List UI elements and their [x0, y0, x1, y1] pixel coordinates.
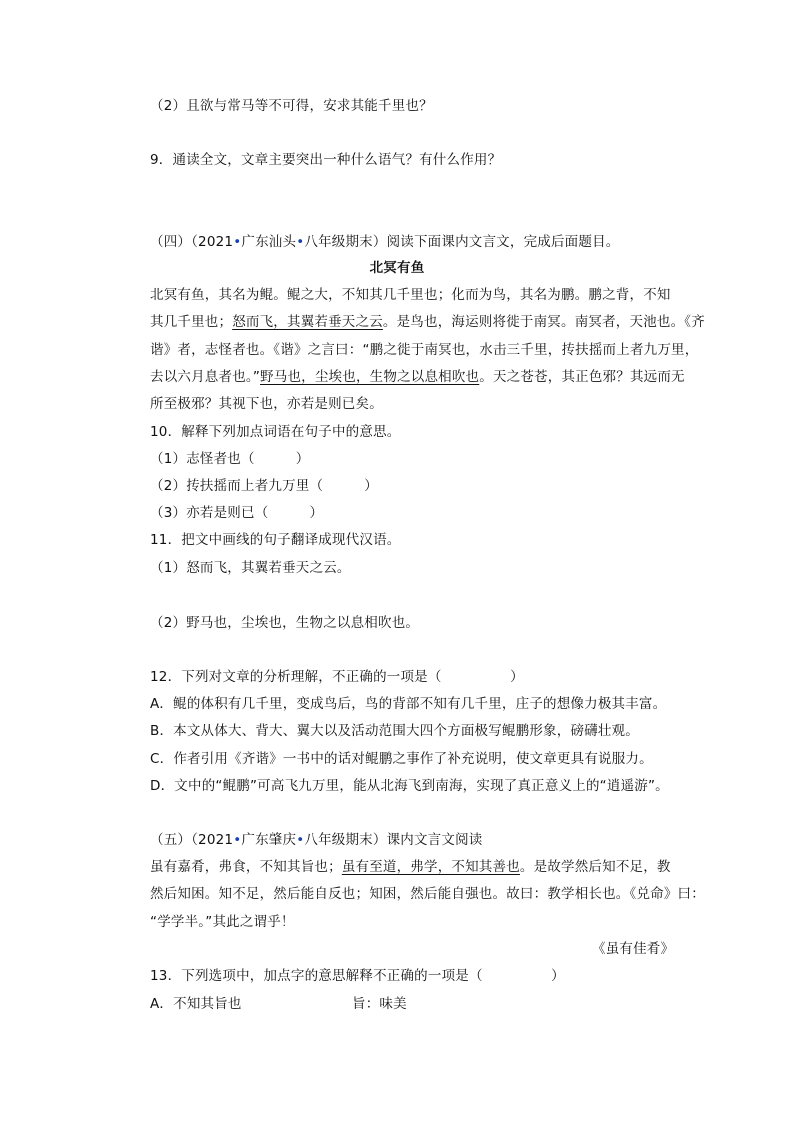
- bullet-dot: •: [233, 234, 242, 250]
- underlined-sentence: 野马也，尘埃也，生物之以息相吹也: [260, 369, 480, 385]
- passage-text: 去以六月息者也。”: [150, 369, 261, 385]
- passage-5-line-1: [150, 857, 671, 877]
- passage-text: 其几千里也；: [150, 314, 233, 330]
- bullet-dot: •: [296, 832, 305, 848]
- passage-text: 。是故学然后知不足，教: [519, 859, 671, 875]
- section-4-region: 广东汕头: [241, 234, 297, 250]
- passage-text: 虽有嘉肴，弗食，不知其旨也；: [150, 859, 342, 875]
- bullet-dot: •: [296, 234, 305, 250]
- question-13: 13．下列选项中，加点字的意思解释不正确的一项是（ ）: [150, 968, 565, 984]
- passage-4-title: 北冥有鱼: [369, 260, 425, 276]
- underlined-sentence: 怒而飞，其翼若垂天之云: [232, 314, 383, 330]
- question-8-part-2: （2）且欲与常马等不可得，安求其能千里也？: [150, 98, 433, 114]
- question-12-option-a: A．鲲的体积有几千里，变成鸟后，鸟的背部不知有几千里，庄子的想像力极其丰富。: [150, 696, 667, 712]
- question-13-option-a-definition: 旨：味美: [352, 996, 407, 1012]
- question-12: 12．下列对文章的分析理解，不正确的一项是（ ）: [150, 669, 524, 685]
- question-10-part-3: （3）亦若是则已（ ）: [150, 505, 324, 521]
- question-12-option-c: C．作者引用《齐谐》一书中的话对鲲鹏之事作了补充说明，使文章更具有说服力。: [150, 751, 653, 767]
- passage-5-line-3: “学学半。”其此之谓乎！: [150, 914, 295, 930]
- section-5-heading: [150, 830, 482, 850]
- question-10-part-2: （2）抟扶摇而上者九万里（ ）: [150, 478, 378, 494]
- question-12-option-b: B．本文从体大、背大、翼大以及活动范围大四个方面极写鲲鹏形象，磅礴壮观。: [150, 723, 639, 739]
- passage-5-source: 《虽有佳肴》: [592, 941, 675, 957]
- passage-5-line-2: 然后知困。知不足，然后能自反也；知困，然后能自强也。故曰：教学相长也。《兑命》曰：: [150, 886, 705, 902]
- section-4-prefix: （四）（2021: [150, 234, 234, 250]
- section-4-heading: [150, 232, 619, 252]
- question-10-part-1: （1）志怪者也（ ）: [150, 451, 310, 467]
- section-5-suffix: 八年级期末）课内文言文阅读: [304, 832, 483, 848]
- question-9: 9．通读全文，文章主要突出一种什么语气？有什么作用？: [150, 152, 502, 168]
- question-13-option-a-word: A．不知其旨也: [150, 996, 242, 1012]
- question-11-part-1: （1）怒而飞，其翼若垂天之云。: [150, 560, 351, 576]
- question-12-option-d: D．文中的“鲲鹏”可高飞九万里，能从北海飞到南海，实现了真正意义上的“逍遥游”。: [150, 778, 669, 794]
- passage-4-line-1: 北冥有鱼，其名为鲲。鲲之大，不知其几千里也；化而为鸟，其名为鹏。鹏之背，不知: [150, 287, 671, 303]
- underlined-sentence: 虽有至道，弗学，不知其善也: [341, 859, 520, 875]
- passage-4-line-4: [150, 367, 685, 387]
- passage-text: 。天之苍苍，其正色邪？其远而无: [479, 369, 685, 385]
- section-5-region: 广东肇庆: [241, 832, 297, 848]
- passage-4-line-3: 谐》者，志怪者也。《谐》之言曰：“鹏之徙于南冥也，水击三千里，抟扶摇而上者九万里，: [150, 342, 699, 358]
- question-10: 10．解释下列加点词语在句子中的意思。: [150, 424, 401, 440]
- passage-text: 。是鸟也，海运则将徙于南冥。南冥者，天池也。《齐: [382, 314, 705, 330]
- passage-4-line-2: [150, 312, 705, 332]
- section-5-prefix: （五）（2021: [150, 832, 234, 848]
- passage-4-line-5: 所至极邪？其视下也，亦若是则已矣。: [150, 396, 383, 412]
- bullet-dot: •: [233, 832, 242, 848]
- question-11: 11．把文中画线的句子翻译成现代汉语。: [150, 532, 401, 548]
- question-11-part-2: （2）野马也，尘埃也，生物之以息相吹也。: [150, 615, 420, 631]
- section-4-suffix: 八年级期末）阅读下面课内文言文，完成后面题目。: [304, 234, 620, 250]
